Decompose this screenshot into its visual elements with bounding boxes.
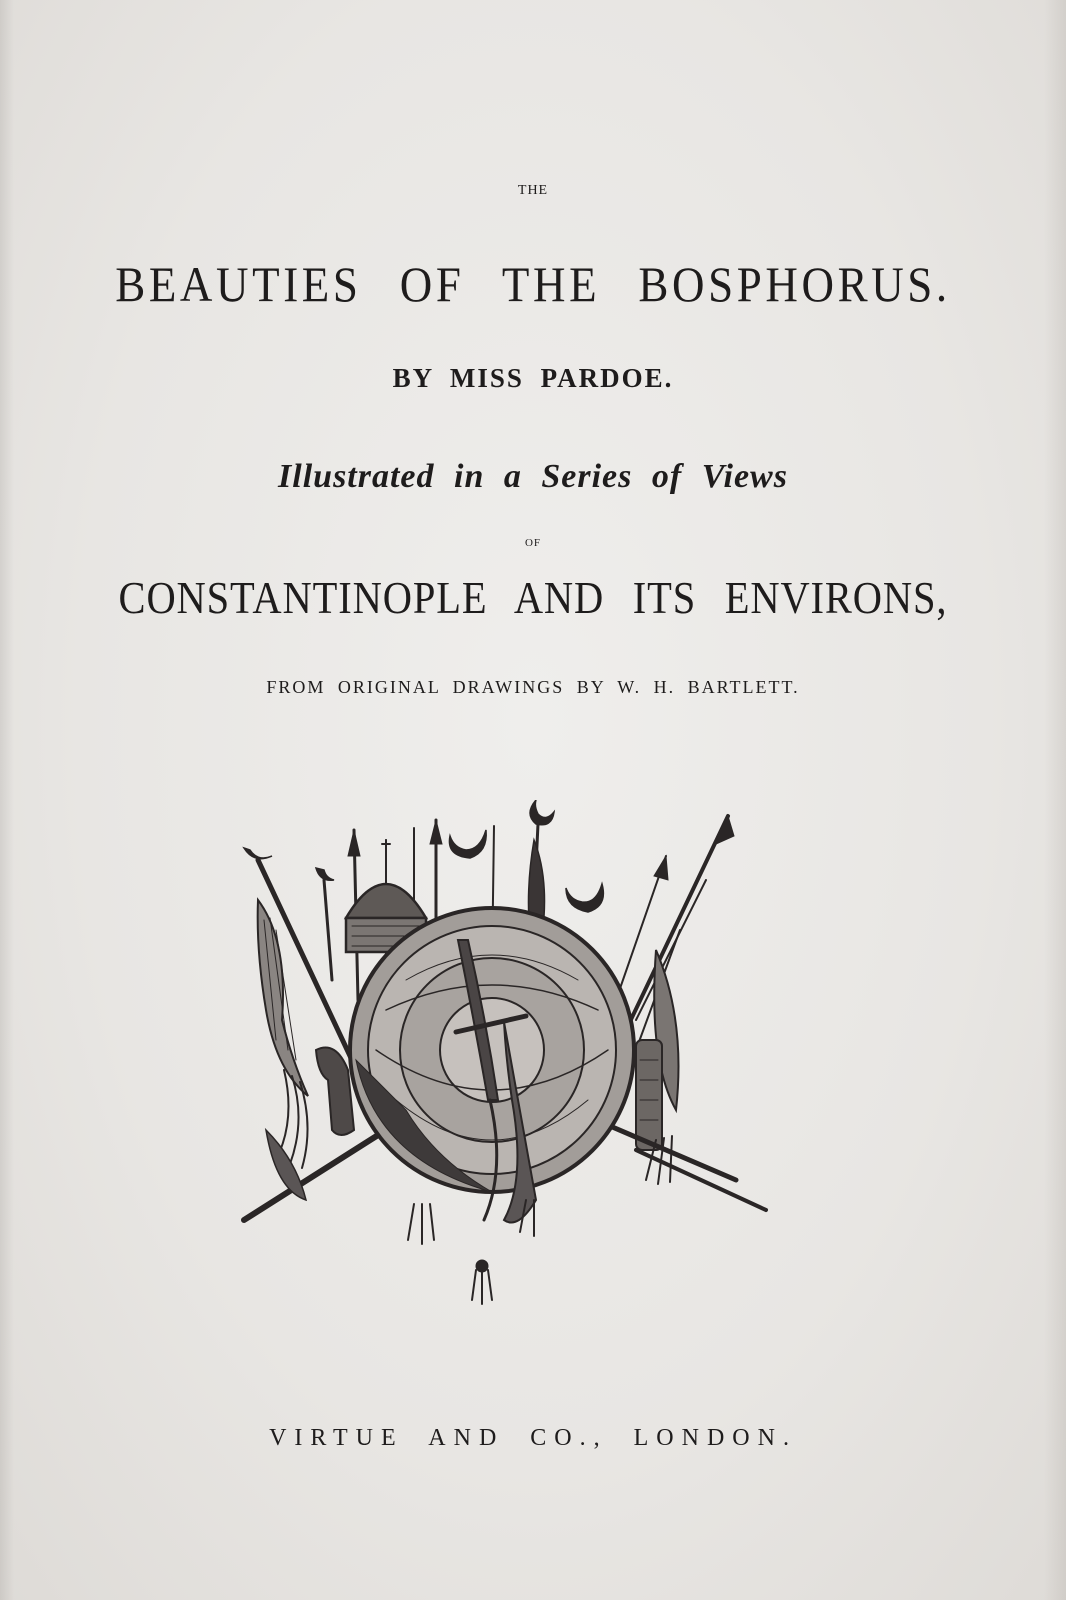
subject-line: CONSTANTINOPLE AND ITS ENVIRONS, bbox=[118, 572, 948, 623]
arms-trophy-icon bbox=[236, 800, 796, 1320]
page-edge-left bbox=[0, 0, 14, 1600]
author-line: BY MISS PARDOE. bbox=[392, 363, 674, 393]
heading-the: THE bbox=[517, 183, 549, 198]
connector-of: OF bbox=[524, 537, 542, 549]
illustrator-credit: FROM ORIGINAL DRAWINGS BY W. H. BARTLETT. bbox=[266, 677, 800, 697]
publisher-imprint: VIRTUE AND CO., LONDON. bbox=[269, 1425, 797, 1451]
page-edge-right bbox=[1044, 0, 1066, 1600]
book-title: BEAUTIES OF THE BOSPHORUS. bbox=[115, 256, 951, 312]
illustrated-line: Illustrated in a Series of Views bbox=[278, 458, 788, 495]
